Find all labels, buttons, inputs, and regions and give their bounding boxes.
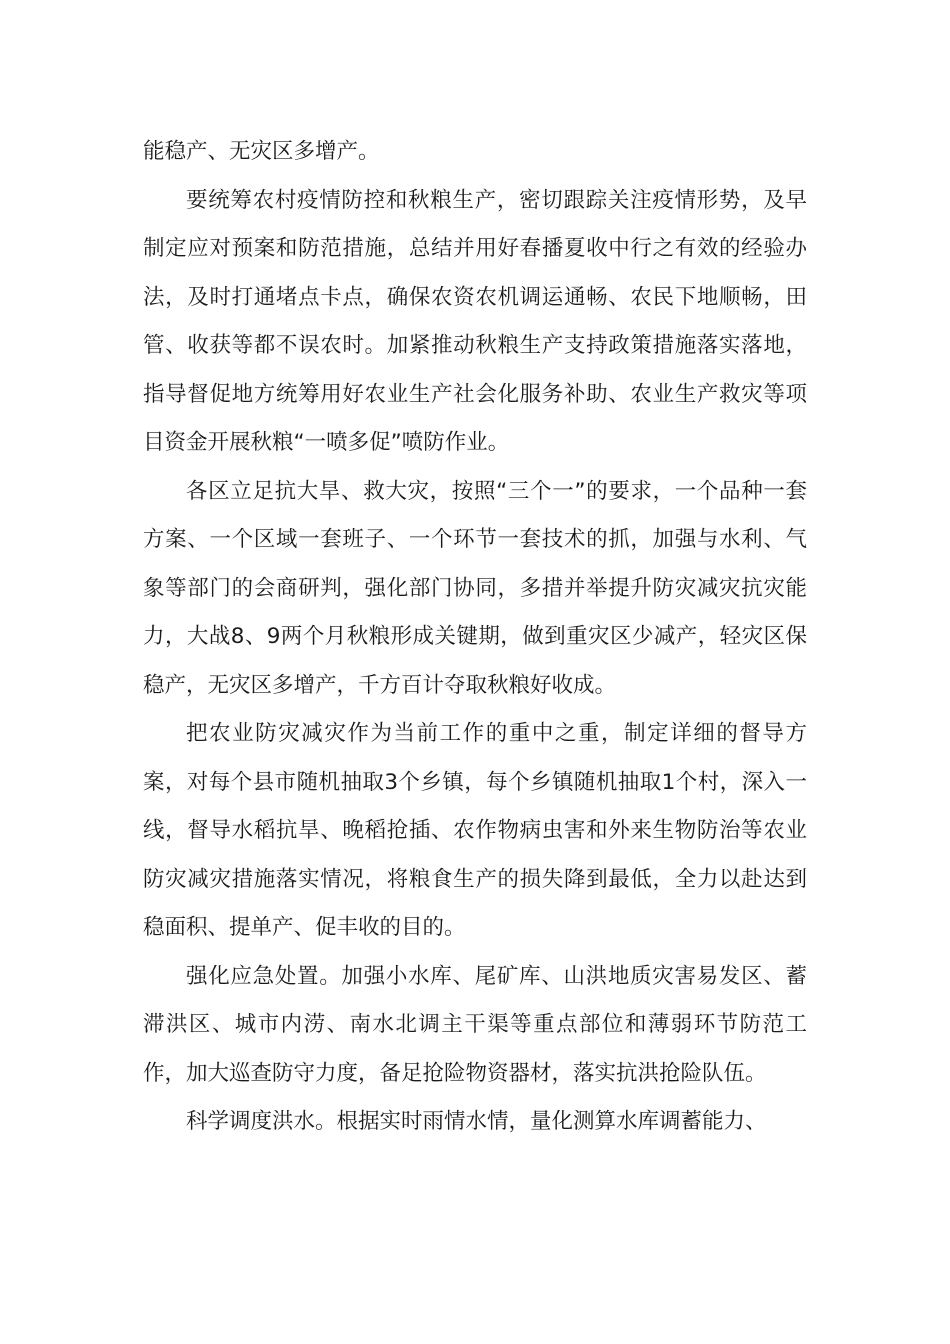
paragraph-truncated: 科学调度洪水。根据实时雨情水情，量化测算水库调蓄能力、 xyxy=(186,1109,767,1134)
paragraph-continued: 能稳产、无灾区多增产。 xyxy=(143,139,380,164)
document-body xyxy=(143,128,807,1147)
paragraph: 把农业防灾减灾作为当前工作的重中之重，制定详细的督导方案，对每个县市随机抽取3个乡镇，每个乡镇随机抽取1个村，深入一线，督导水稻抗旱、晚稻抢插、农作物病虫害和外来生物防治等农业防灾减灾措施落实情况，将粮食生产的损失降到最低，全力以赴达到稳面积、提单产、促丰收的目的。 xyxy=(143,721,807,940)
paragraph: 各区立足抗大旱、救大灾，按照“三个一”的要求，一个品种一套方案、一个区域一套班子、一个环节一套技术的抓，加强与水利、气象等部门的会商研判，强化部门协同，多措并举提升防灾减灾抗灾能力，大战8、9两个月秋粮形成关键期，做到重灾区少减产，轻灾区保稳产，无灾区多增产，千方百计夺取秋粮好收成。 xyxy=(143,478,807,698)
paragraph: 要统筹农村疫情防控和秋粮生产，密切跟踪关注疫情形势，及早制定应对预案和防范措施，总结并用好春播夏收中行之有效的经验办法，及时打通堵点卡点，确保农资农机调运通畅、农民下地顺畅，田管、收获等都不误农时。加紧推动秋粮生产支持政策措施落实落地，指导督促地方统筹用好农业生产社会化服务补助、农业生产救灾等项目资金开展秋粮“一喷多促”喷防作业。 xyxy=(143,187,807,455)
paragraph: 强化应急处置。加强小水库、尾矿库、山洪地质灾害易发区、蓄滞洪区、城市内涝、南水北调主干渠等重点部位和薄弱环节防范工作，加大巡查防守力度，备足抢险物资器材，落实抗洪抢险队伍。 xyxy=(143,963,807,1086)
